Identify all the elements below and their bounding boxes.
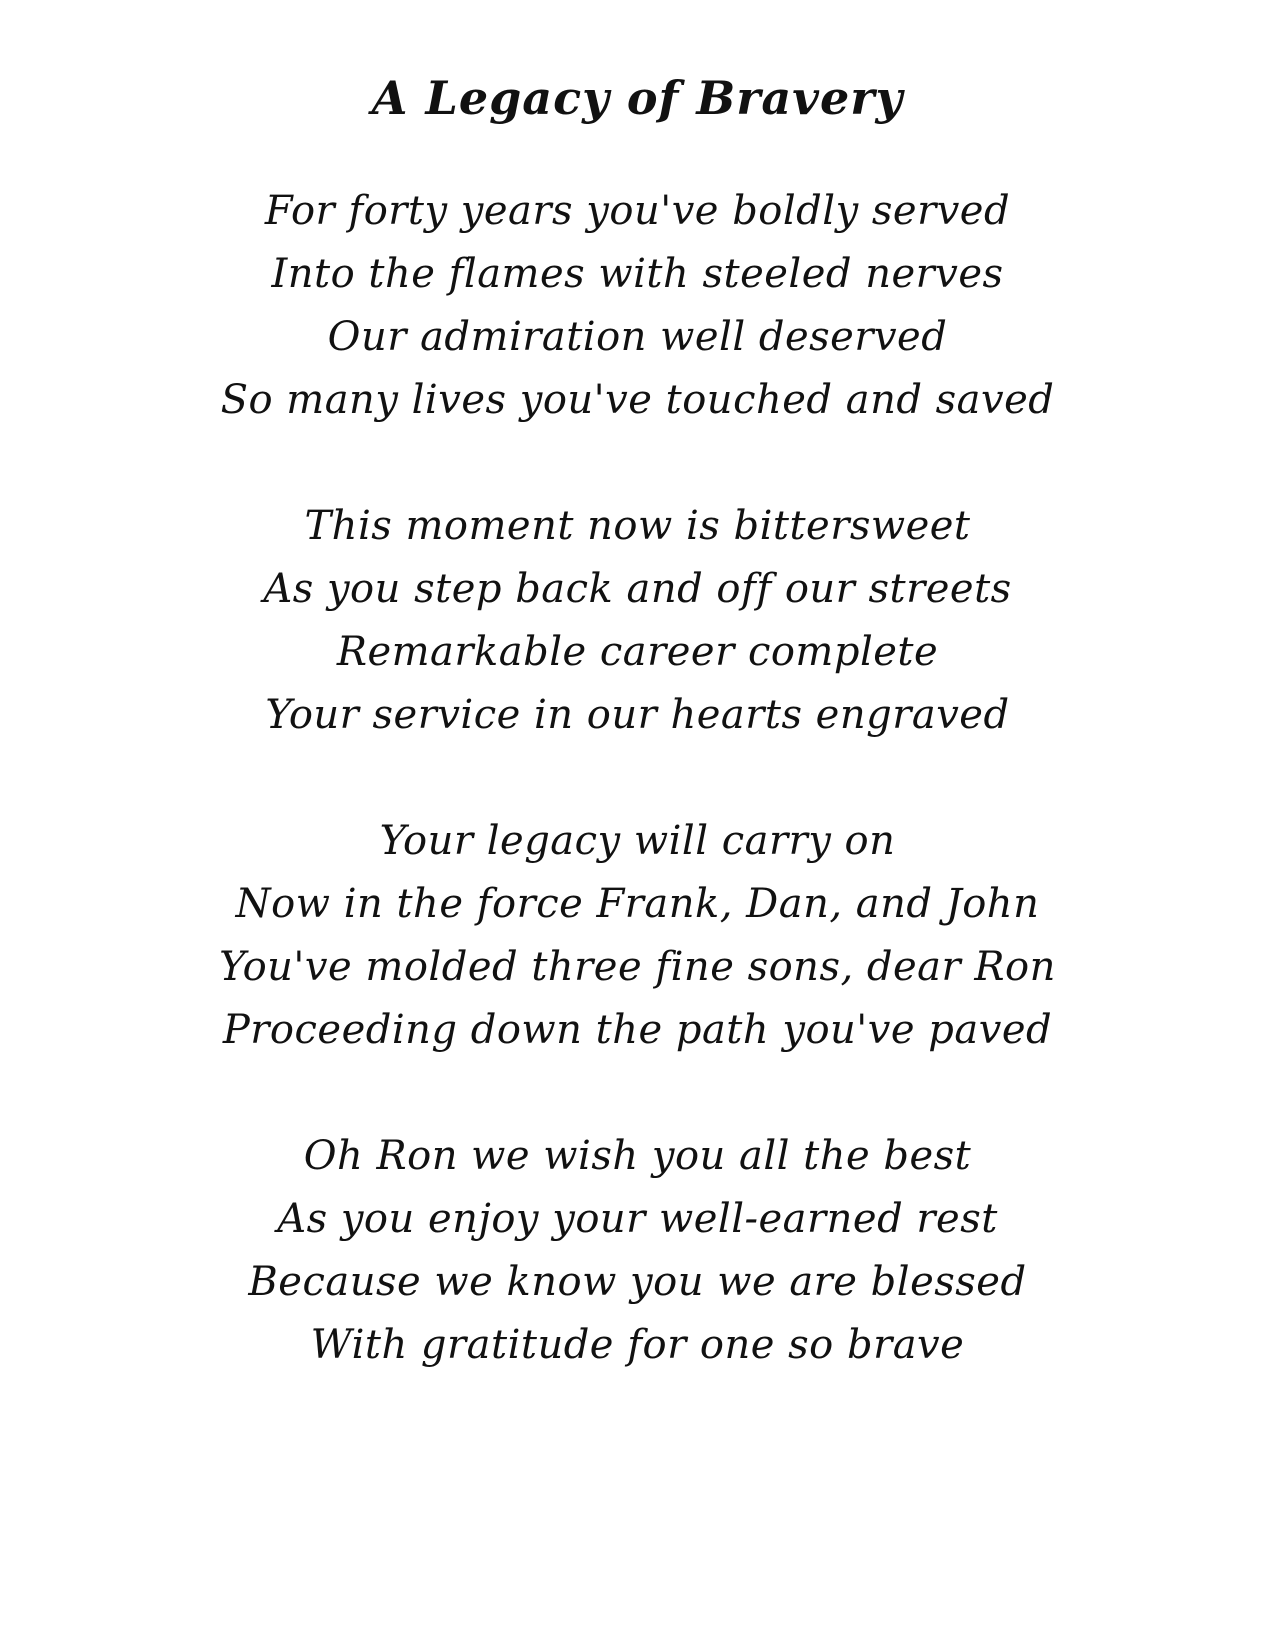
poem-line: Our admiration well deserved — [327, 314, 948, 360]
poem-line: Into the flames with steeled nerves — [271, 251, 1004, 297]
poem-line: Now in the force Frank, Dan, and John — [235, 881, 1040, 927]
poem-line: As you step back and off our streets — [263, 566, 1012, 612]
stanza-3 — [0, 810, 1275, 1062]
poem-line: For forty years you've boldly served — [264, 188, 1011, 234]
poem-line: Remarkable career complete — [336, 629, 939, 675]
poem-line: As you enjoy your well-earned rest — [277, 1196, 998, 1242]
poem-line: So many lives you've touched and saved — [220, 377, 1055, 423]
poem-line: Proceeding down the path you've paved — [222, 1007, 1053, 1053]
stanza-2 — [0, 495, 1275, 747]
poem-line: Your legacy will carry on — [379, 818, 896, 864]
poem-title: A Legacy of Bravery — [371, 71, 904, 125]
poem-line: With gratitude for one so brave — [310, 1322, 965, 1368]
stanza-1 — [0, 180, 1275, 432]
stanza-4 — [0, 1125, 1275, 1377]
poem-line: You've molded three fine sons, dear Ron — [219, 944, 1056, 990]
poem-line: Your service in our hearts engraved — [265, 692, 1010, 738]
poem-line: This moment now is bittersweet — [304, 503, 971, 549]
poem-line: Oh Ron we wish you all the best — [303, 1133, 972, 1179]
poem-line: Because we know you we are blessed — [248, 1259, 1027, 1305]
